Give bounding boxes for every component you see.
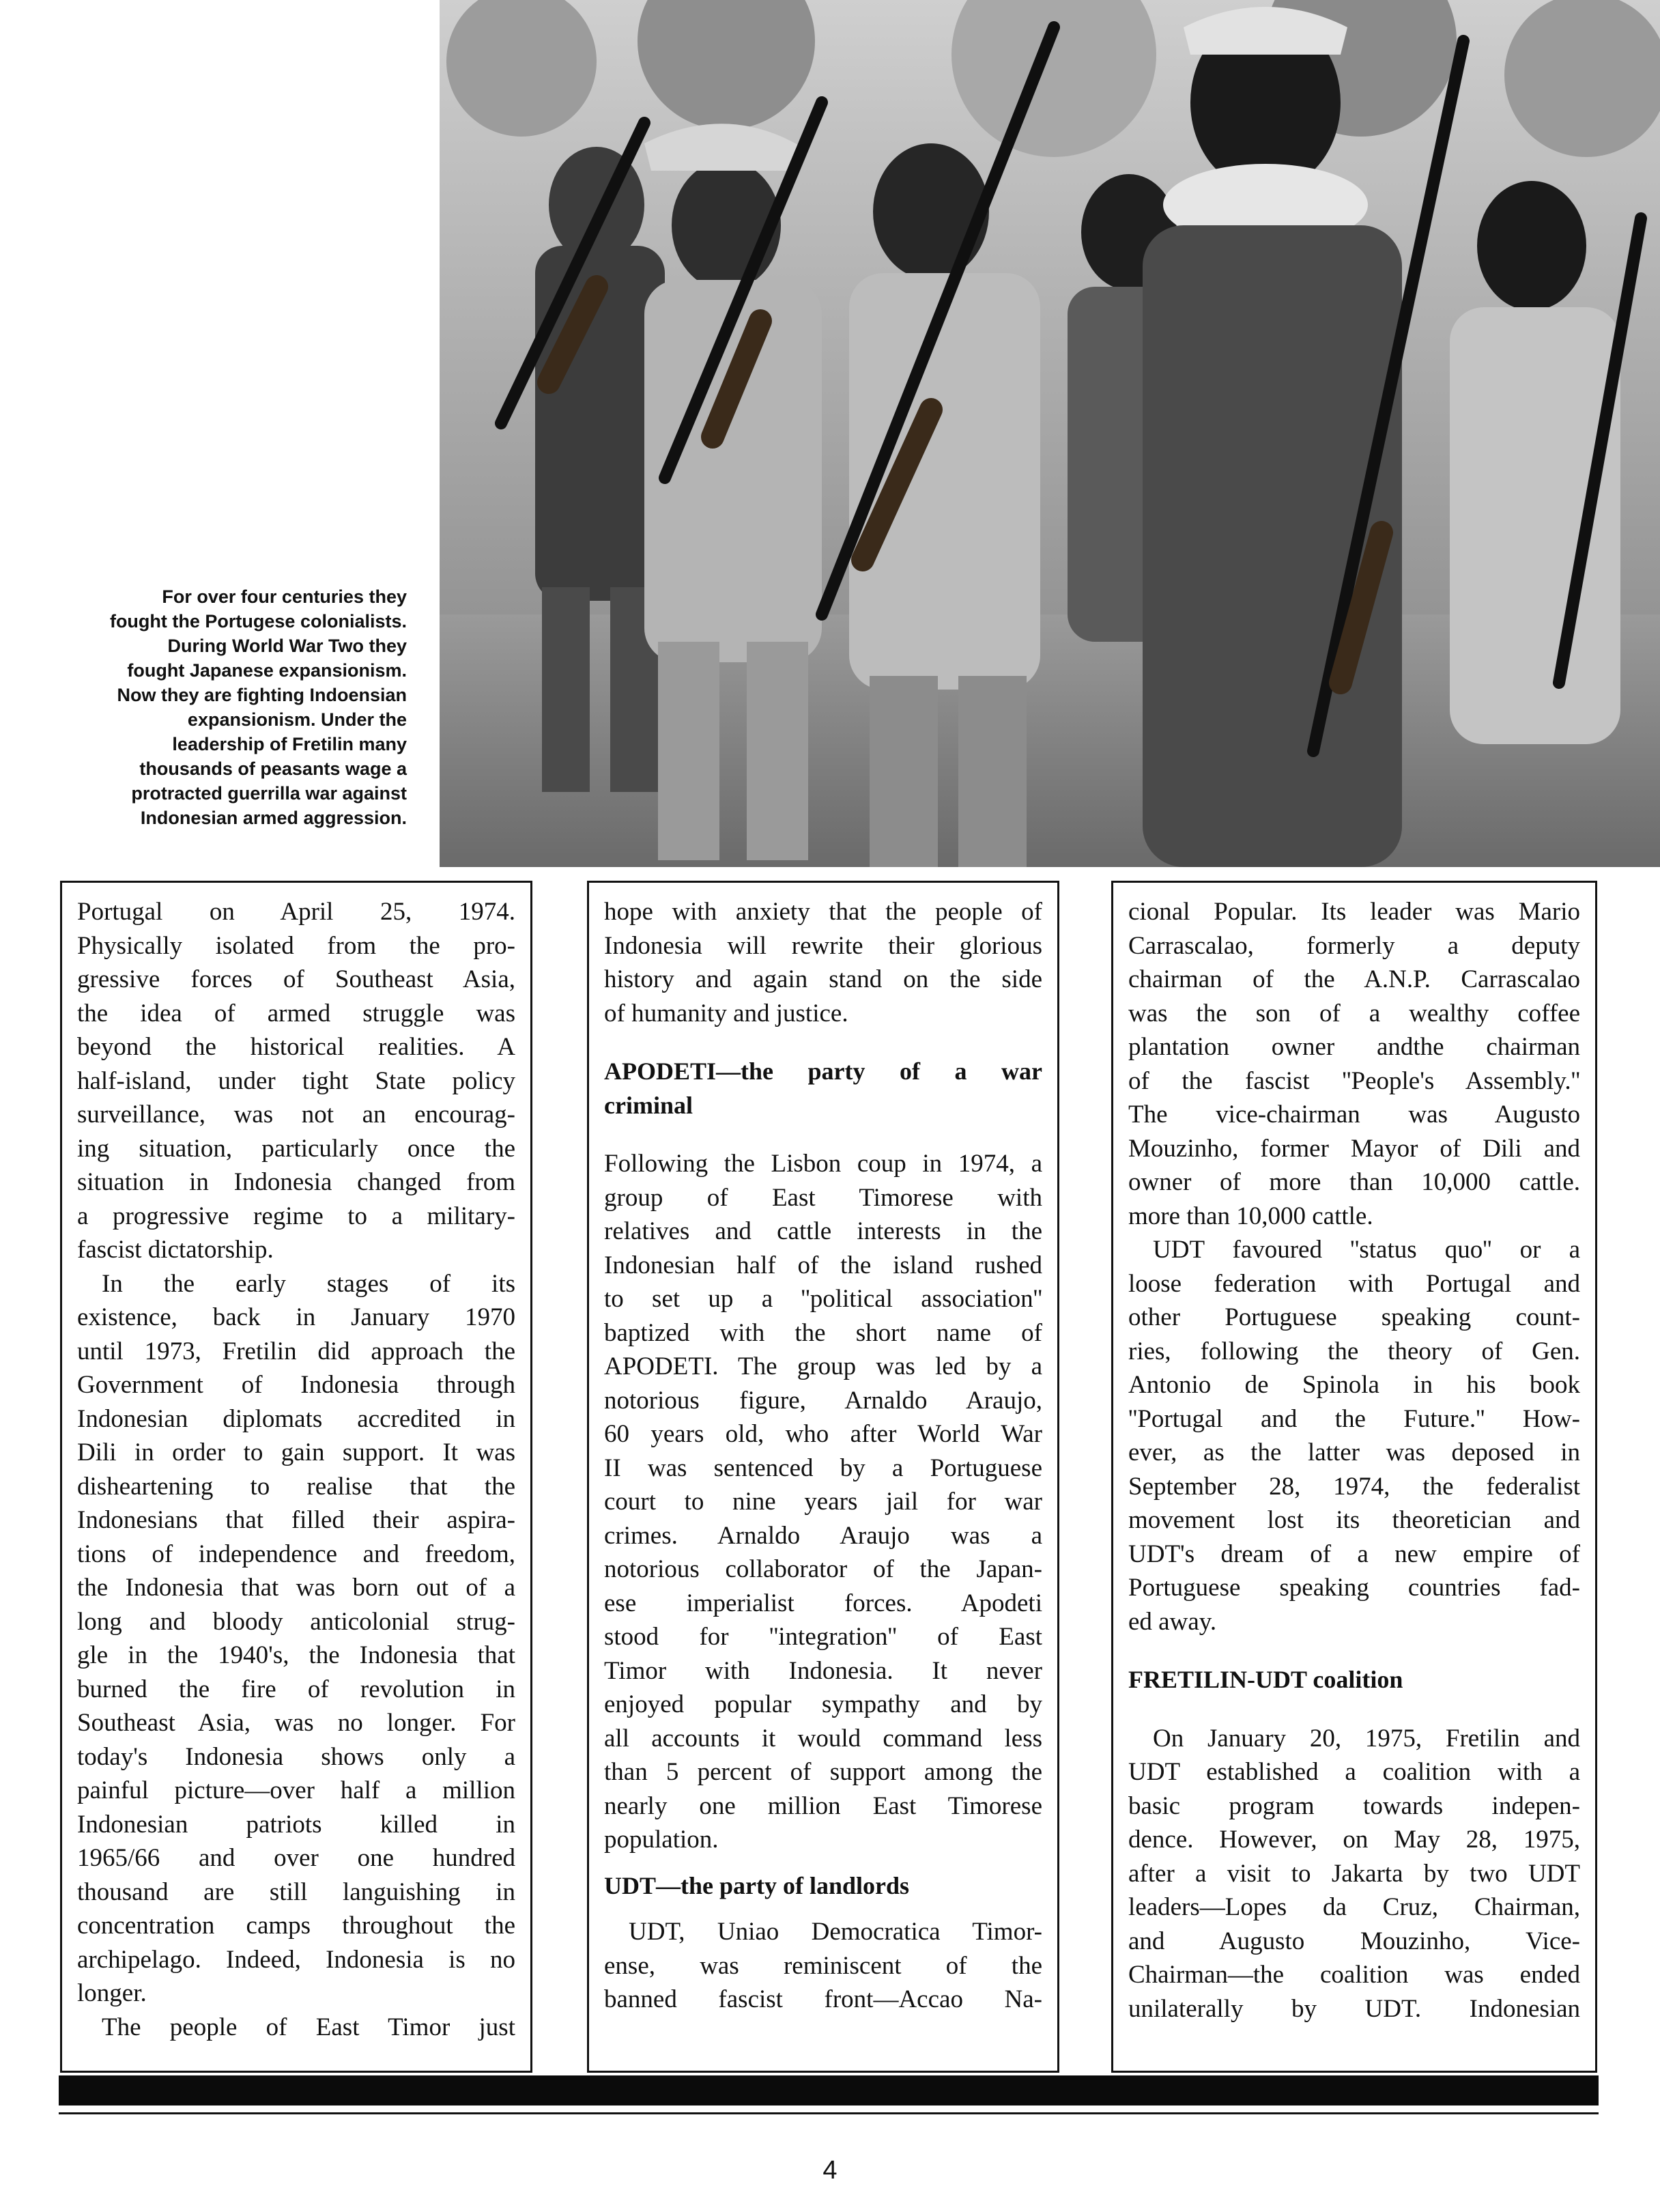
text-line: nearly one million East Timorese <box>604 1791 1042 1820</box>
text-line: cional Popular. Its leader was Mario <box>1128 898 1580 926</box>
text-line: the idea of armed struggle was <box>77 999 515 1027</box>
text-line: plantation owner andthe chairman <box>1128 1033 1580 1061</box>
text-line: today's Indonesia shows only a <box>77 1742 515 1771</box>
text-line: group of East Timorese with <box>604 1183 1042 1212</box>
caption-line: During World War Two they <box>167 636 407 656</box>
text-line: other Portuguese speaking count- <box>1128 1303 1580 1331</box>
text-line: Indonesian diplomats accredited in <box>77 1404 515 1433</box>
text-line: The people of East Timor just <box>102 2013 515 2041</box>
text-line: unilaterally by UDT. Indonesian <box>1128 1994 1580 2023</box>
photo-illustration <box>440 0 1660 867</box>
text-line: ever, as the latter was deposed in <box>1128 1438 1580 1466</box>
text-line: UDT, Uniao Democratica Timor- <box>629 1918 1042 1946</box>
text-line: loose federation with Portugal and <box>1128 1269 1580 1298</box>
text-line: Chairman—the coalition was ended <box>1128 1961 1580 1989</box>
text-line: leaders—Lopes da Cruz, Chairman, <box>1128 1893 1580 1921</box>
text-line: than 5 percent of support among the <box>604 1758 1042 1786</box>
text-line: surveillance, was not an encourag- <box>77 1101 515 1129</box>
guerrilla-fighters-photo <box>440 0 1660 867</box>
text-line: Indonesian patriots killed in <box>77 1810 515 1839</box>
caption-line: thousands of peasants wage a <box>139 758 407 779</box>
text-line: enjoyed popular sympathy and by <box>604 1690 1042 1718</box>
text-line: dence. However, on May 28, 1975, <box>1128 1826 1580 1854</box>
text-line: court to nine years jail for war <box>604 1488 1042 1516</box>
text-line: of the fascist ''People's Assembly.'' <box>1128 1066 1580 1095</box>
page-number: 4 <box>822 2156 838 2185</box>
section-heading-coalition: FRETILIN-UDT coalition <box>1128 1666 1403 1693</box>
text-line: September 28, 1974, the federalist <box>1128 1472 1580 1501</box>
text-line: Following the Lisbon coup in 1974, a <box>604 1150 1042 1178</box>
text-line: to set up a ''political association'' <box>604 1285 1042 1313</box>
text-line: II was sentenced by a Portuguese <box>604 1454 1042 1482</box>
text-line: basic program towards indepen- <box>1128 1791 1580 1820</box>
text-line: existence, back in January 1970 <box>77 1303 515 1331</box>
text-column-2 <box>587 881 1059 2073</box>
text-column-1 <box>60 881 532 2073</box>
photo-caption <box>66 584 407 830</box>
text-line: notorious figure, Arnaldo Araujo, <box>604 1386 1042 1415</box>
text-line: APODETI. The group was led by a <box>604 1352 1042 1380</box>
text-line: ing situation, particularly once the <box>77 1134 515 1163</box>
caption-line: For over four centuries they <box>162 586 407 607</box>
text-line: Mouzinho, former Mayor of Dili and <box>1128 1134 1580 1163</box>
text-line: long and bloody anticolonial strug- <box>77 1607 515 1636</box>
caption-line: expansionism. Under the <box>187 709 407 730</box>
text-line: gle in the 1940's, the Indonesia that <box>77 1641 515 1669</box>
text-line: burned the fire of revolution in <box>77 1675 515 1703</box>
text-line: Southeast Asia, was no longer. For <box>77 1709 515 1737</box>
text-line: Portugal on April 25, 1974. <box>77 898 515 926</box>
text-line: and Augusto Mouzinho, Vice- <box>1128 1927 1580 1955</box>
caption-line: leadership of Fretilin many <box>172 734 407 754</box>
text-line: Portuguese speaking countries fad- <box>1128 1574 1580 1602</box>
text-line: concentration camps throughout the <box>77 1912 515 1940</box>
text-line: baptized with the short name of <box>604 1318 1042 1347</box>
caption-line: fought Japanese expansionism. <box>127 660 407 681</box>
section-heading-apodeti: criminal <box>604 1091 693 1119</box>
text-line: was the son of a wealthy coffee <box>1128 999 1580 1027</box>
text-line: disheartening to realise that the <box>77 1472 515 1501</box>
text-line: relatives and cattle interests in the <box>604 1217 1042 1245</box>
text-line: movement lost its theoretician and <box>1128 1506 1580 1534</box>
text-line: the Indonesia that was born out of a <box>77 1574 515 1602</box>
caption-line: Indonesian armed aggression. <box>140 808 407 828</box>
text-line: notorious collaborator of the Japan- <box>604 1555 1042 1583</box>
text-line: 60 years old, who after World War <box>604 1420 1042 1448</box>
text-line: population. <box>604 1826 719 1854</box>
footer-bar <box>59 2075 1599 2105</box>
text-line: Dili in order to gain support. It was <box>77 1438 515 1466</box>
text-line: thousand are still languishing in <box>77 1877 515 1906</box>
text-line: ries, following the theory of Gen. <box>1128 1337 1580 1365</box>
text-line: UDT favoured ''status quo'' or a <box>1153 1236 1580 1264</box>
text-line: banned fascist front—Accao Na- <box>604 1985 1042 2013</box>
text-line: UDT established a coalition with a <box>1128 1758 1580 1786</box>
caption-line: Now they are fighting Indoensian <box>117 685 407 705</box>
text-line: Antonio de Spinola in his book <box>1128 1371 1580 1399</box>
text-column-3 <box>1111 881 1597 2073</box>
text-line: Physically isolated from the pro- <box>77 931 515 960</box>
text-line: 1965/66 and over one hundred <box>77 1844 515 1872</box>
text-line: In the early stages of its <box>102 1269 515 1298</box>
caption-line: protracted guerrilla war against <box>131 783 407 804</box>
text-line: painful picture—over half a million <box>77 1776 515 1804</box>
text-line: until 1973, Fretilin did approach the <box>77 1337 515 1365</box>
caption-line: fought the Portugese colonialists. <box>109 611 407 632</box>
text-line: Government of Indonesia through <box>77 1371 515 1399</box>
text-line: beyond the historical realities. A <box>77 1033 515 1061</box>
text-line: longer. <box>77 1979 147 2007</box>
text-line: stood for ''integration'' of East <box>604 1623 1042 1651</box>
text-line: chairman of the A.N.P. Carrascalao <box>1128 965 1580 993</box>
text-line: ed away. <box>1128 1607 1217 1636</box>
text-line: of humanity and justice. <box>604 999 848 1027</box>
text-line: history and again stand on the side <box>604 965 1042 993</box>
section-heading-apodeti: APODETI—the party of a war <box>604 1058 1042 1085</box>
text-line: more than 10,000 cattle. <box>1128 1202 1373 1230</box>
text-line: ''Portugal and the Future.'' How- <box>1128 1404 1580 1433</box>
text-line: ese imperialist forces. Apodeti <box>604 1589 1042 1617</box>
text-line: situation in Indonesia changed from <box>77 1168 515 1196</box>
text-line: ense, was reminiscent of the <box>604 1951 1042 1980</box>
text-line: Indonesians that filled their aspira- <box>77 1506 515 1534</box>
text-line: Timor with Indonesia. It never <box>604 1656 1042 1685</box>
text-line: UDT's dream of a new empire of <box>1128 1540 1580 1568</box>
text-line: owner of more than 10,000 cattle. <box>1128 1168 1580 1196</box>
text-line: archipelago. Indeed, Indonesia is no <box>77 1945 515 1974</box>
text-line: gressive forces of Southeast Asia, <box>77 965 515 993</box>
text-line: tions of independence and freedom, <box>77 1540 515 1568</box>
text-line: crimes. Arnaldo Araujo was a <box>604 1521 1042 1550</box>
text-line: after a visit to Jakarta by two UDT <box>1128 1859 1580 1888</box>
text-line: hope with anxiety that the people of <box>604 898 1042 926</box>
text-line: all accounts it would command less <box>604 1724 1042 1753</box>
text-line: Indonesia will rewrite their glorious <box>604 931 1042 960</box>
text-line: Indonesian half of the island rushed <box>604 1251 1042 1279</box>
footer-rule <box>59 2112 1599 2114</box>
text-line: fascist dictatorship. <box>77 1236 274 1264</box>
text-line: On January 20, 1975, Fretilin and <box>1153 1724 1580 1753</box>
text-line: Carrascalao, formerly a deputy <box>1128 931 1580 960</box>
text-line: The vice-chairman was Augusto <box>1128 1101 1580 1129</box>
text-line: half-island, under tight State policy <box>77 1066 515 1095</box>
text-line: a progressive regime to a military- <box>77 1202 515 1230</box>
section-heading-udt: UDT—the party of landlords <box>604 1871 910 1899</box>
